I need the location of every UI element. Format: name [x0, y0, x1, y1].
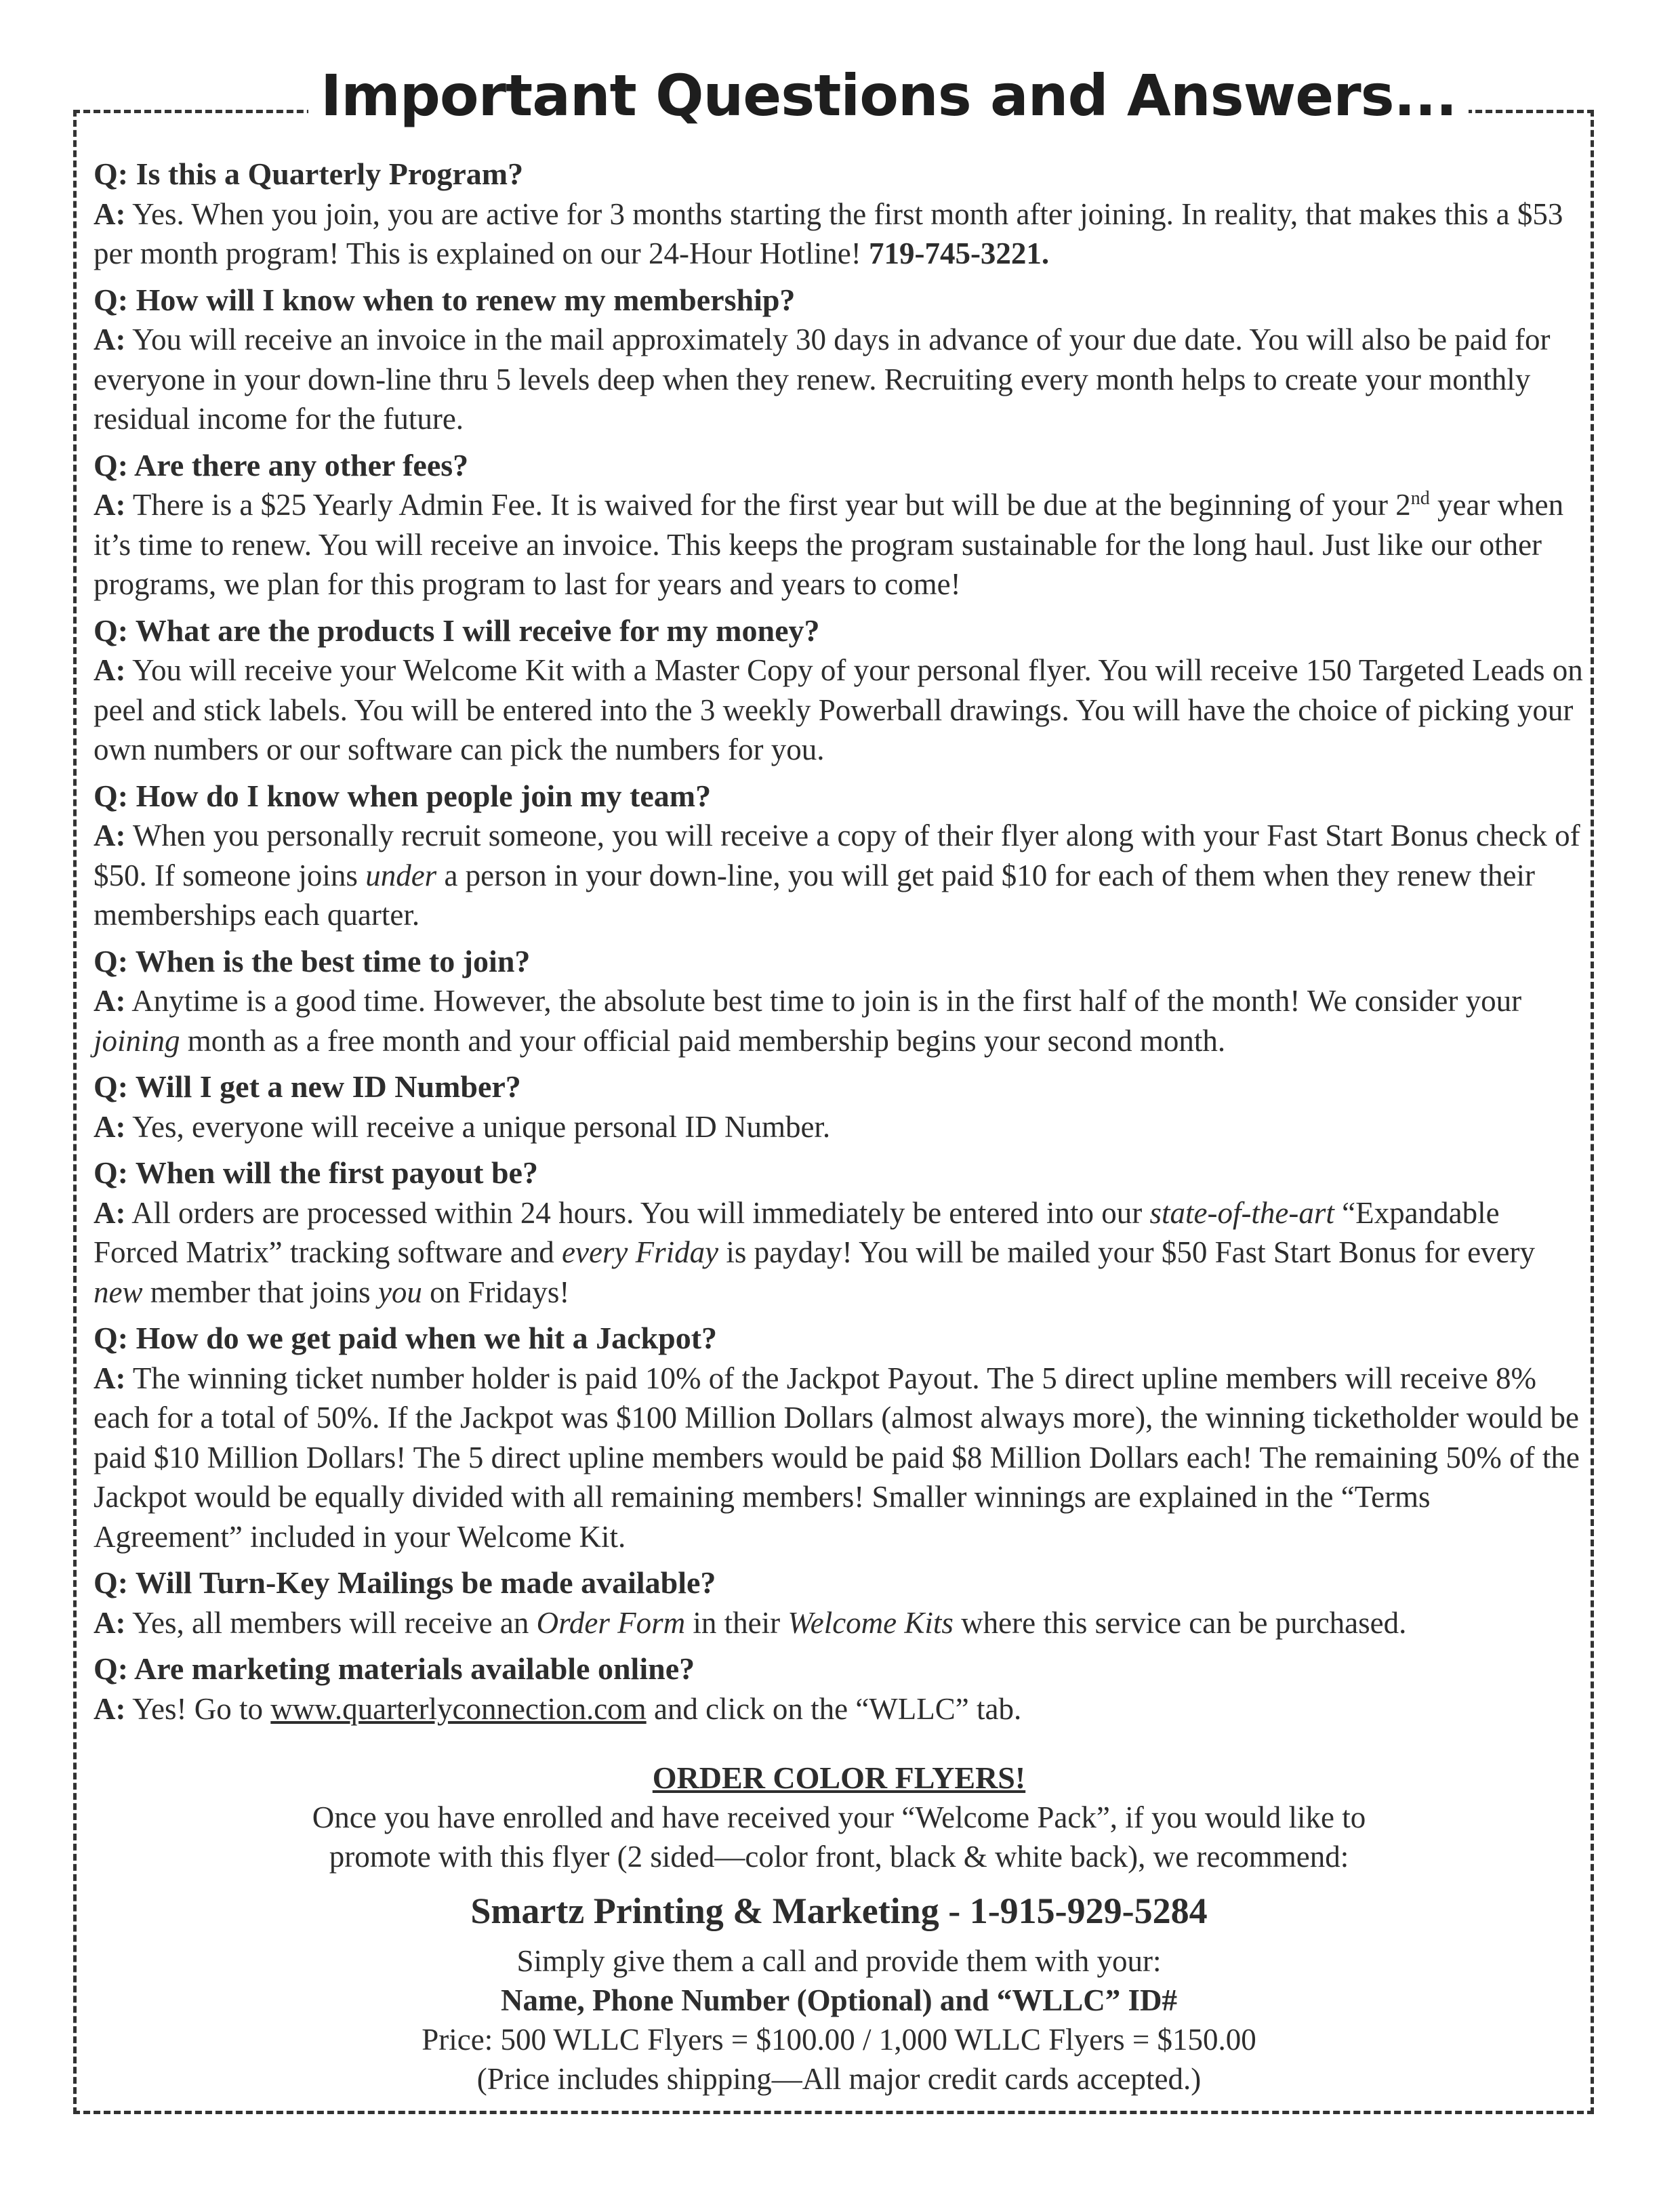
answer-text: There is a $25 Yearly Admin Fee. It is waived for the first year but will be due at the beginning of your 2 — [125, 488, 1411, 522]
answer-text: You will receive an invoice in the mail approximately 30 days in advance of your due date. You will also be paid for everyone in your down-line thru 5 levels deep when they renew. Recruiting every month helps to create your monthly residual income for the future. — [94, 323, 1551, 436]
answer-text: The winning ticket number holder is paid 10% of the Jackpot Payout. The 5 direct upline members will receive 8% each for a total of 50%. If the Jackpot was $100 Million Dollars (almost always more), the winning ticketholder would be paid $10 Million Dollars! The 5 direct upline members would be paid $8 Million Dollars each! The remaining 50% of the Jackpot would be equally divided with all remaining members! Smaller winnings are explained in the “Terms Agreement” included in your Welcome Kit. — [94, 1361, 1580, 1554]
qa-item — [94, 1649, 1584, 1729]
answer-text: in their — [685, 1605, 788, 1640]
answer-text: When you personally recruit someone, you will receive a copy of their flyer along with your Fast Start Bonus check of $50. If someone joins — [94, 819, 1580, 892]
answer-text: All orders are processed within 24 hours. You will immediately be entered into our — [125, 1195, 1150, 1230]
emphasis: new — [94, 1275, 143, 1309]
question: Q: Will I get a new ID Number? — [94, 1069, 521, 1104]
emphasis: Order Form — [536, 1605, 686, 1640]
answer-label: A: — [94, 1361, 126, 1395]
qa-item — [94, 281, 1584, 439]
answer-text: where this service can be purchased. — [953, 1605, 1407, 1640]
hotline-number: 719-745-3221. — [868, 236, 1050, 270]
emphasis: under — [365, 858, 437, 892]
qa-item — [94, 1153, 1584, 1312]
answer-label: A: — [94, 1691, 126, 1726]
order-section — [94, 1758, 1584, 2099]
answer-label: A: — [94, 1605, 126, 1640]
answer-text: year when it’s time to renew. You will receive an invoice. This keeps the program sustainable for the long haul. Just like our other programs, we plan for this program to last for years and years to come! — [94, 488, 1564, 601]
qa-item — [94, 1563, 1584, 1643]
answer-label: A: — [94, 1195, 126, 1230]
website-link[interactable]: www.quarterlyconnection.com — [270, 1691, 647, 1726]
price-note: (Price includes shipping—All major credit cards accepted.) — [476, 2062, 1202, 2096]
answer — [94, 1689, 1584, 1729]
question: Q: Are marketing materials available online? — [94, 1651, 695, 1686]
order-instruction: Simply give them a call and provide them with your: — [516, 1944, 1162, 1978]
question: Q: Will Turn-Key Mailings be made available? — [94, 1565, 716, 1600]
question: Q: Are there any other fees? — [94, 447, 469, 482]
question: Q: How do we get paid when we hit a Jackpot? — [94, 1321, 718, 1355]
answer-text: a person in your down-line, you will get paid $10 for each of them when they renew their memberships each quarter. — [94, 858, 1535, 932]
answer-label: A: — [94, 819, 126, 852]
answer — [94, 651, 1584, 770]
answer — [94, 1193, 1584, 1313]
answer-text: is payday! You will be mailed your $50 Fast Start Bonus for every — [718, 1235, 1536, 1269]
ordinal-suffix: nd — [1410, 488, 1430, 509]
answer-label: A: — [94, 653, 126, 687]
emphasis: Welcome Kits — [787, 1605, 954, 1640]
question: Q: When will the first payout be? — [94, 1155, 538, 1190]
answer-text: Anytime is a good time. However, the absolute best time to join is in the first half of the month! We consider your — [125, 984, 1522, 1018]
question: Q: What are the products I will receive for my money? — [94, 613, 820, 648]
order-intro-line-1: Once you have enrolled and have received your “Welcome Pack”, if you would like to — [312, 1800, 1366, 1834]
answer — [94, 981, 1584, 1060]
qa-item — [94, 1067, 1584, 1147]
answer-label: A: — [94, 323, 126, 356]
answer — [94, 320, 1584, 439]
answer-text: “Expandable Forced Matrix” tracking software and — [94, 1195, 1500, 1269]
order-heading: ORDER COLOR FLYERS! — [652, 1760, 1026, 1795]
answer-label: A: — [94, 197, 126, 231]
required-info: Name, Phone Number (Optional) and “WLLC” ID# — [501, 1983, 1177, 2017]
answer — [94, 816, 1584, 935]
answer-label: A: — [94, 984, 126, 1018]
printing-company-contact: Smartz Printing & Marketing - 1-915-929-5284 — [470, 1891, 1208, 1931]
order-intro-line-2: promote with this flyer (2 sided—color front, black & white back), we recommend: — [329, 1840, 1349, 1874]
question: Q: How will I know when to renew my membership? — [94, 282, 796, 317]
answer-text: member that joins — [142, 1275, 378, 1309]
answer-text: Yes, everyone will receive a unique personal ID Number. — [125, 1109, 831, 1144]
answer — [94, 485, 1584, 604]
answer — [94, 1359, 1584, 1557]
qa-item — [94, 446, 1584, 604]
qa-item — [94, 154, 1584, 274]
emphasis: joining — [94, 1023, 180, 1058]
answer-text: on Fridays! — [422, 1275, 570, 1309]
qa-item — [94, 942, 1584, 1061]
emphasis: every Friday — [562, 1235, 719, 1269]
answer — [94, 1107, 1584, 1147]
page-title: Important Questions and Answers... — [308, 64, 1469, 127]
qa-item — [94, 611, 1584, 770]
answer-text: Yes! Go to — [125, 1691, 271, 1726]
answer-text: You will receive your Welcome Kit with a Master Copy of your personal flyer. You will receive 150 Targeted Leads on peel and stick labels. You will be entered into the 3 weekly Powerball drawings. You will have the choice of picking your own numbers or our software can pick the numbers for you. — [94, 653, 1583, 766]
question: Q: When is the best time to join? — [94, 943, 531, 978]
answer-text: and click on the “WLLC” tab. — [646, 1691, 1022, 1726]
price-info: Price: 500 WLLC Flyers = $100.00 / 1,000 WLLC Flyers = $150.00 — [422, 2023, 1256, 2057]
answer-label: A: — [94, 488, 126, 522]
answer — [94, 1603, 1584, 1643]
qa-list — [94, 154, 1584, 1735]
emphasis: state-of-the-art — [1149, 1195, 1334, 1230]
qa-item — [94, 777, 1584, 935]
answer-label: A: — [94, 1109, 126, 1144]
answer-text: Yes. When you join, you are active for 3 months starting the first month after joining. In reality, that makes this a $53 per month program! This is explained on our 24-Hour Hotline! — [94, 197, 1563, 270]
question: Q: Is this a Quarterly Program? — [94, 157, 524, 191]
answer-text: month as a free month and your official paid membership begins your second month. — [180, 1023, 1226, 1058]
answer-text: Yes, all members will receive an — [125, 1605, 537, 1640]
emphasis: you — [377, 1275, 422, 1309]
qa-item — [94, 1319, 1584, 1556]
answer — [94, 194, 1584, 274]
question: Q: How do I know when people join my team? — [94, 778, 712, 813]
